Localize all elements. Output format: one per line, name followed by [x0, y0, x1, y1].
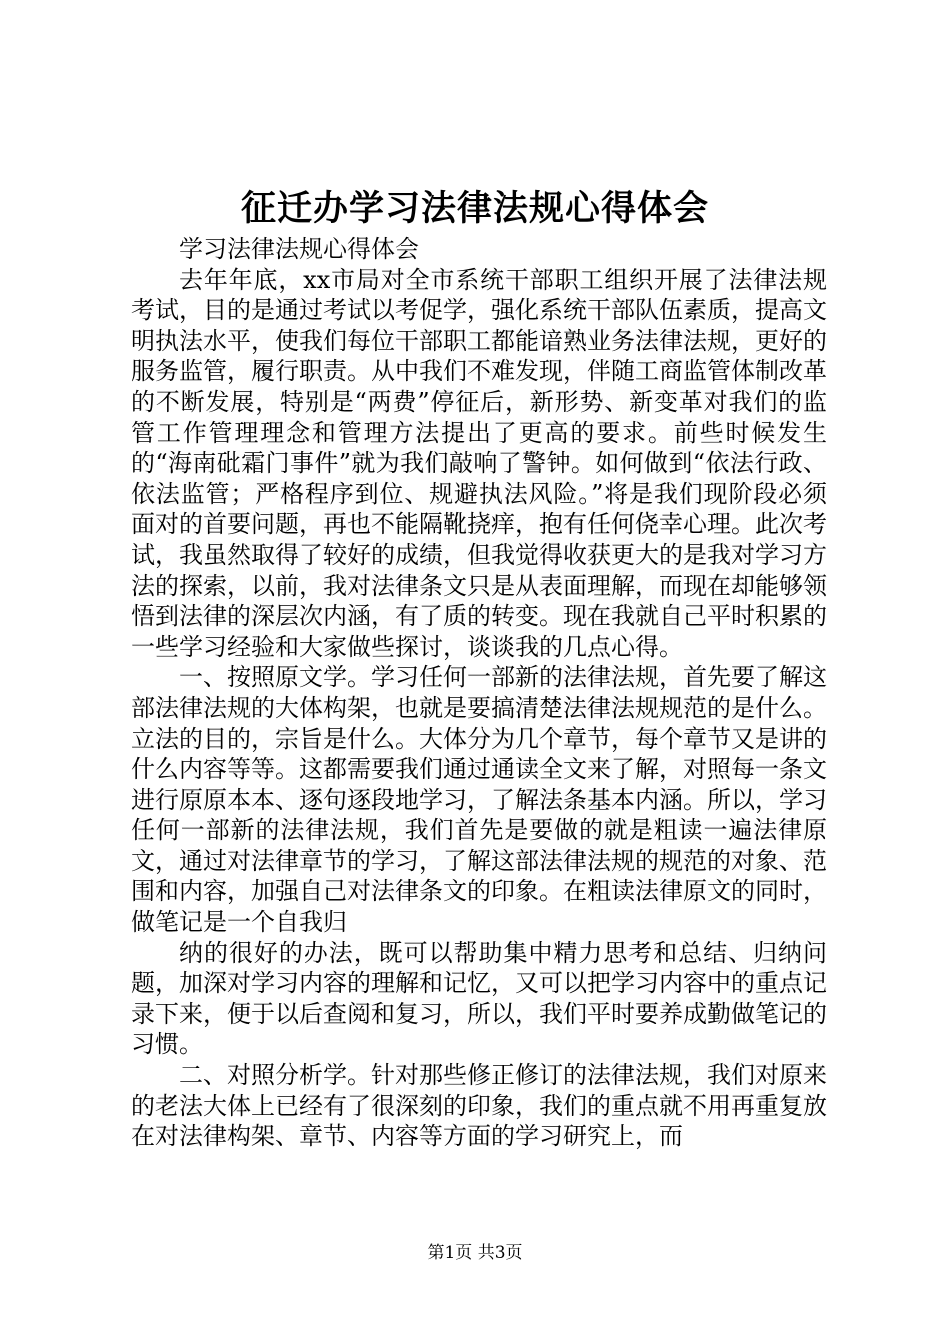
paragraph-section-two: 二、对照分析学。针对那些修正修订的法律法规，我们对原来的老法大体上已经有了很深刻的印象，我们的重点就不用再重复放在对法律构架、章节、内容等方面的学习研究上，而 — [131, 1061, 827, 1151]
document-title: 征迁办学习法律法规心得体会 — [240, 188, 709, 229]
paragraph-intro: 去年年底，xx市局对全市系统干部职工组织开展了法律法规考试，目的是通过考试以考促学，强化系统干部队伍素质，提高文明执法水平，使我们每位干部职工都能谙熟业务法律法规，更好的服务监管，履行职责。从中我们不难发现，伴随工商监管体制改革的不断发展，特别是“两费”停征后，新形势、新变革对我们的监管工作管理理念和管理方法提出了更高的要求。前些时候发生的“海南砒霜门事件”就为我们敲响了警钟。如何做到“依法行政、依法监管；严格程序到位、规避执法风险。”将是我们现阶段必须面对的首要问题，再也不能隔靴挠痒，抱有任何侥幸心理。此次考试，我虽然取得了较好的成绩，但我觉得收获更大的是我对学习方法的探索，以前，我对法律条文只是从表面理解，而现在却能够领悟到法律的深层次内涵，有了质的转变。现在我就自己平时积累的一些学习经验和大家做些探讨，谈谈我的几点心得。 — [131, 265, 827, 661]
paragraph-section-one-continued: 纳的很好的办法，既可以帮助集中精力思考和总结、归纳问题，加深对学习内容的理解和记忆，又可以把学习内容中的重点记录下来，便于以后查阅和复习，所以，我们平时要养成勤做笔记的习惯。 — [131, 938, 827, 1059]
document-body — [131, 234, 827, 1152]
paragraph-section-one: 一、按照原文学。学习任何一部新的法律法规，首先要了解这部法律法规的大体构架，也就是要搞清楚法律法规规范的是什么。立法的目的，宗旨是什么。大体分为几个章节，每个章节又是讲的什么内容等等。这都需要我们通过通读全文来了解，对照每一条文进行原原本本、逐句逐段地学习，了解法条基本内涵。所以，学习任何一部新的法律法规，我们首先是要做的就是粗读一遍法律原文，通过对法律章节的学习，了解这部法律法规的规范的对象、范围和内容，加强自己对法律条文的印象。在粗读法律原文的同时，做笔记是一个自我归 — [131, 663, 827, 937]
page-footer: 第1页 共3页 — [427, 1243, 523, 1263]
paragraph-subtitle: 学习法律法规心得体会 — [179, 235, 419, 263]
